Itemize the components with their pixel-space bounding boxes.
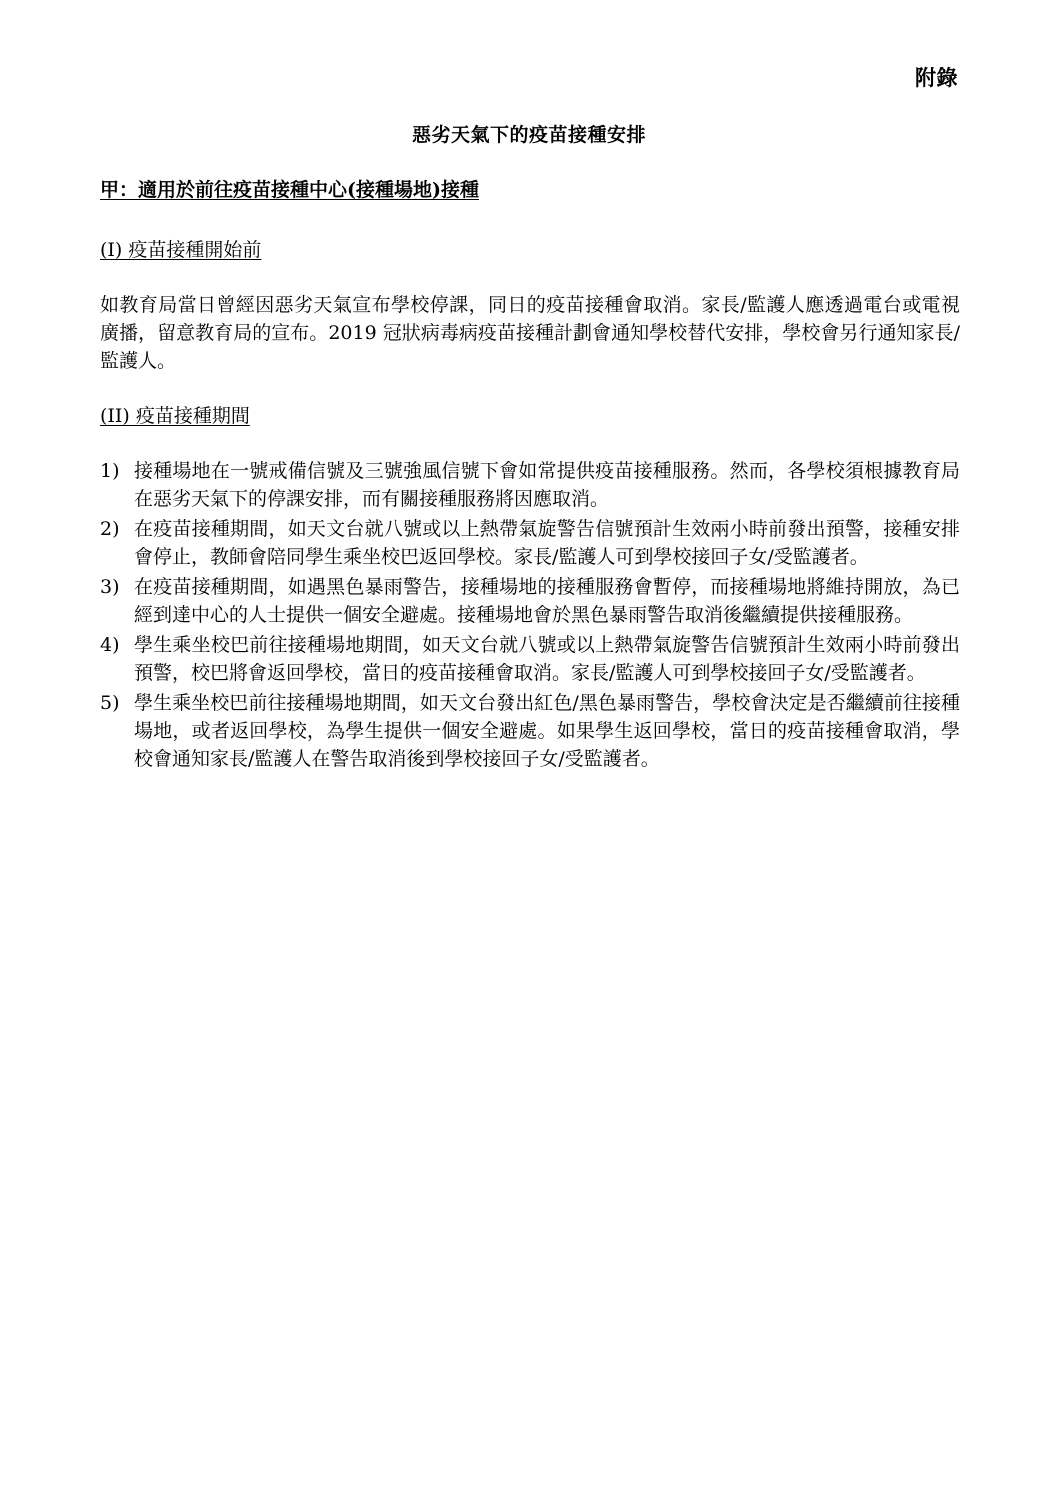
list-item	[100, 457, 960, 513]
list-item-number: 5)	[100, 692, 120, 714]
list-item-number: 1)	[100, 460, 120, 482]
part-2-list	[100, 457, 960, 773]
list-item	[100, 573, 960, 629]
list-item-number: 4)	[100, 634, 120, 656]
list-item-text: 在疫苗接種期間，如天文台就八號或以上熱帶氣旋警告信號預計生效兩小時前發出預警，接種安排會停止，教師會陪同學生乘坐校巴返回學校。家長/監護人可到學校接回子女/受監護者。	[134, 518, 960, 568]
part-2-heading: (II) 疫苗接種期間	[100, 405, 250, 427]
section-a-heading: 甲：適用於前往疫苗接種中心(接種場地)接種	[100, 179, 479, 201]
list-item-number: 2)	[100, 518, 120, 540]
document-body	[100, 175, 960, 775]
list-item-text: 學生乘坐校巴前往接種場地期間，如天文台發出紅色/黑色暴雨警告，學校會決定是否繼續前往接種場地，或者返回學校，為學生提供一個安全避處。如果學生返回學校，當日的疫苗接種會取消，學校會通知家長/監護人在警告取消後到學校接回子女/受監護者。	[134, 692, 960, 770]
part-1-heading: (I) 疫苗接種開始前	[100, 239, 262, 261]
document-title: 惡劣天氣下的疫苗接種安排	[411, 124, 646, 146]
list-item	[100, 515, 960, 571]
list-item-number: 3)	[100, 576, 120, 598]
part-1-paragraph: 如教育局當日曾經因惡劣天氣宣布學校停課，同日的疫苗接種會取消。家長/監護人應透過電台或電視廣播，留意教育局的宣布。2019 冠狀病毒病疫苗接種計劃會通知學校替代安排，學校會另行通知家長/監護人。	[100, 294, 960, 372]
list-item-text: 接種場地在一號戒備信號及三號強風信號下會如常提供疫苗接種服務。然而，各學校須根據教育局在惡劣天氣下的停課安排，而有關接種服務將因應取消。	[134, 460, 960, 510]
list-item	[100, 631, 960, 687]
list-item	[100, 689, 960, 773]
list-item-text: 學生乘坐校巴前往接種場地期間，如天文台就八號或以上熱帶氣旋警告信號預計生效兩小時前發出預警，校巴將會返回學校，當日的疫苗接種會取消。家長/監護人可到學校接回子女/受監護者。	[134, 634, 960, 684]
annex-label: 附錄	[915, 65, 958, 90]
list-item-text: 在疫苗接種期間，如遇黑色暴雨警告，接種場地的接種服務會暫停，而接種場地將維持開放，為已經到達中心的人士提供一個安全避處。接種場地會於黑色暴雨警告取消後繼續提供接種服務。	[134, 576, 960, 626]
